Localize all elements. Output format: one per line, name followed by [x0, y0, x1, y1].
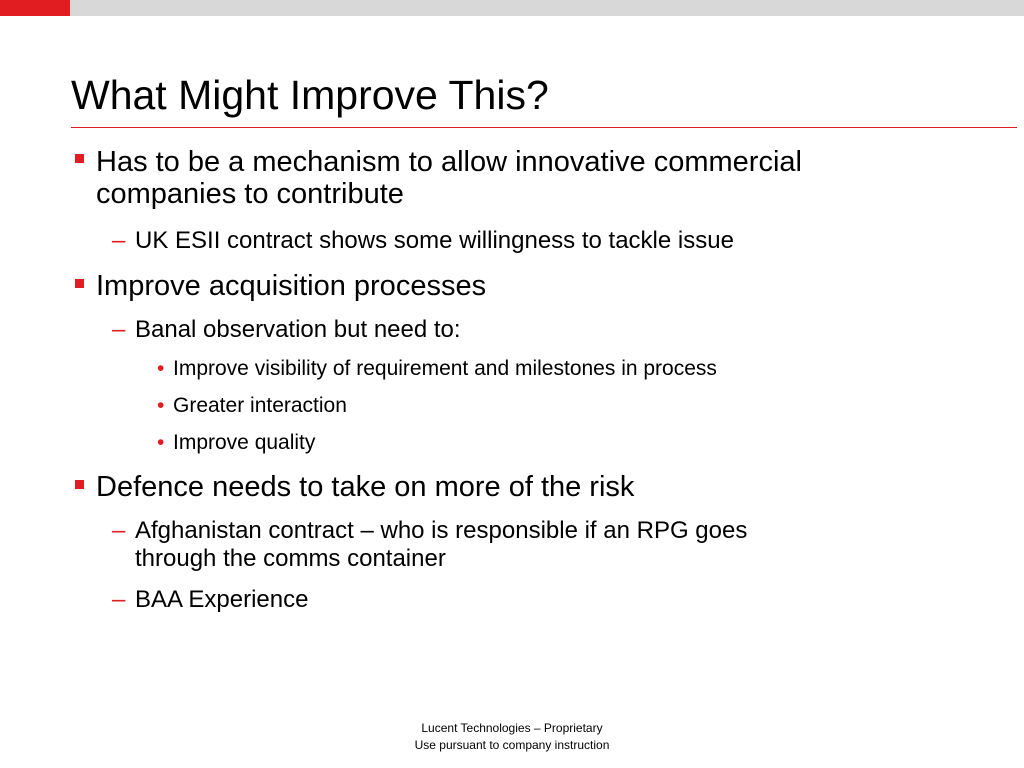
dash-bullet-icon: –: [112, 227, 126, 254]
bullet-level1: Improve acquisition processes: [96, 270, 487, 302]
square-bullet-icon: [75, 154, 84, 163]
dash-bullet-icon: –: [112, 517, 126, 544]
dot-bullet-icon: •: [157, 394, 165, 417]
bullet-line: through the comms container: [135, 545, 446, 572]
bullet-level3: Improve quality: [173, 431, 316, 454]
slide-title: What Might Improve This?: [71, 72, 549, 118]
dot-bullet-icon: •: [157, 357, 165, 380]
bullet-line: Afghanistan contract – who is responsible if an RPG goes: [135, 517, 748, 544]
top-bar-accent: [0, 0, 70, 16]
footer: [312, 720, 712, 754]
bullet-line: companies to contribute: [96, 178, 404, 210]
top-bar: [70, 0, 1024, 16]
bullet-level2: Banal observation but need to:: [135, 316, 461, 343]
footer-line: Lucent Technologies – Proprietary: [421, 721, 603, 735]
footer-line: Use pursuant to company instruction: [414, 738, 610, 752]
bullet-level2: [135, 517, 747, 573]
bullet-line: Has to be a mechanism to allow innovative commercial: [96, 146, 802, 178]
bullet-level3: Greater interaction: [173, 394, 347, 417]
dot-bullet-icon: •: [157, 431, 165, 454]
dash-bullet-icon: –: [112, 586, 126, 613]
title-divider: [71, 127, 1017, 128]
dash-bullet-icon: –: [112, 316, 126, 343]
bullet-level1: [96, 146, 802, 210]
bullet-level3: Improve visibility of requirement and milestones in process: [173, 357, 717, 380]
square-bullet-icon: [75, 480, 84, 489]
square-bullet-icon: [75, 279, 84, 288]
bullet-level1: Defence needs to take on more of the risk: [96, 471, 635, 503]
bullet-level2: UK ESII contract shows some willingness to tackle issue: [135, 227, 734, 254]
bullet-level2: BAA Experience: [135, 586, 309, 613]
